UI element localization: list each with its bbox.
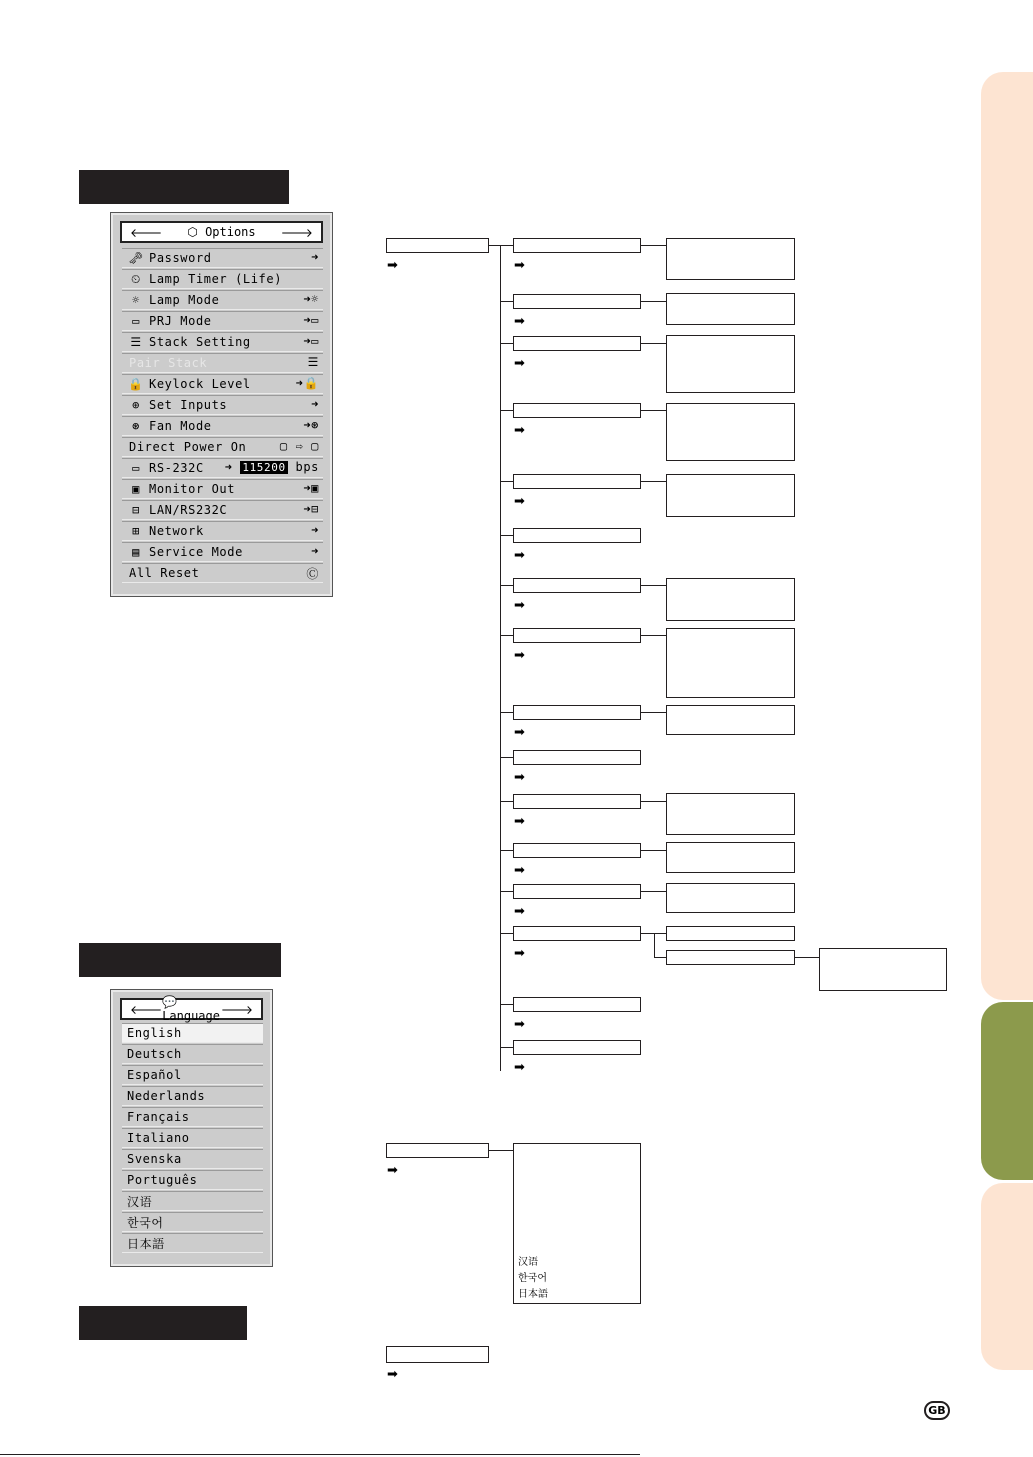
language-item[interactable] — [122, 1044, 263, 1064]
input-icon: ⊕ — [132, 398, 140, 412]
arrow-icon: ➡ — [514, 725, 525, 740]
language-item[interactable] — [122, 1107, 263, 1127]
language-item-label: Nederlands — [127, 1089, 206, 1103]
connector-line — [500, 850, 513, 851]
options-item-indicator: ➜🔒 — [295, 376, 319, 390]
section-bar-reset — [79, 1306, 247, 1340]
options-item-value — [311, 397, 319, 411]
options-item-label: Keylock Level — [149, 377, 251, 391]
options-item-label: Fan Mode — [149, 419, 212, 433]
arrow-icon: ➡ — [514, 946, 525, 961]
connector-line — [500, 801, 513, 802]
tree-item-box — [513, 1040, 641, 1055]
nav-right-icon[interactable]: 🡒 — [220, 1002, 253, 1017]
language-item-label: Italiano — [127, 1131, 190, 1145]
arrow-icon: ➡ — [387, 1367, 398, 1382]
lan-icon: ⊟ — [132, 503, 140, 517]
options-item-pair-stack[interactable] — [122, 353, 323, 373]
side-tab-bottom — [981, 1183, 1033, 1370]
network-icon: ⊞ — [132, 524, 140, 538]
connector-line — [500, 535, 513, 536]
options-item-lamp-mode[interactable] — [122, 290, 323, 310]
connector-line — [641, 585, 666, 586]
arrow-icon: ➡ — [514, 548, 525, 563]
lamp-icon: ☼ — [132, 293, 140, 307]
tree-language-japanese: 日本語 — [518, 1289, 548, 1300]
tree-option-box — [666, 926, 795, 941]
options-item-indicator: ➜▭ — [303, 334, 319, 348]
options-item-fan-mode[interactable] — [122, 416, 323, 436]
language-menu-title-wrap — [162, 995, 221, 1023]
baud-unit: bps — [295, 460, 319, 474]
tree-option-box — [666, 842, 795, 873]
tree-item-box — [513, 843, 641, 858]
options-item-label: RS-232C — [149, 461, 204, 475]
options-item-value — [303, 502, 319, 516]
language-item[interactable] — [122, 1065, 263, 1085]
options-menu-header — [120, 221, 323, 243]
language-item-label: Español — [127, 1068, 182, 1082]
tree-item-box — [513, 528, 641, 543]
options-item-label: PRJ Mode — [149, 314, 212, 328]
connector-line — [641, 801, 666, 802]
tree-option-box — [666, 335, 795, 393]
options-item-value — [303, 334, 319, 348]
connector-line — [500, 301, 513, 302]
monitor-icon: ▣ — [132, 482, 140, 496]
arrow-icon: ➡ — [514, 904, 525, 919]
arrow-icon: ➡ — [514, 423, 525, 438]
options-item-indicator: ➜ — [311, 250, 319, 264]
arrow-icon: ➡ — [514, 356, 525, 371]
language-item-label: Français — [127, 1110, 190, 1124]
language-item[interactable] — [122, 1233, 263, 1253]
arrow-icon: ➡ — [514, 770, 525, 785]
options-item-indicator: ➜▭ — [303, 313, 319, 327]
connector-line — [641, 301, 666, 302]
connector-line — [641, 343, 666, 344]
options-icon: ⬡ — [187, 225, 198, 239]
options-item-indicator: ➜ — [224, 460, 233, 474]
language-item[interactable] — [122, 1212, 263, 1232]
tree-item-box — [513, 336, 641, 351]
side-tab-top — [981, 72, 1033, 1000]
tree-item-box — [513, 705, 641, 720]
options-item-value — [280, 439, 319, 453]
connector-line — [500, 635, 513, 636]
language-menu-header — [120, 995, 263, 1023]
tree-item-box — [513, 884, 641, 899]
language-item[interactable] — [122, 1149, 263, 1169]
options-item-label: Service Mode — [149, 545, 243, 559]
tree-option-box — [666, 883, 795, 913]
tree-reset-box — [386, 1346, 489, 1363]
connector-line — [500, 245, 501, 1071]
section-bar-language — [79, 943, 281, 977]
side-tab-active — [981, 1002, 1033, 1180]
language-item-label: Svenska — [127, 1152, 182, 1166]
options-item-keylock-level[interactable] — [122, 374, 323, 394]
language-menu-title: Language — [162, 1009, 220, 1023]
tree-item-box — [513, 294, 641, 309]
baud-rate-value: 115200 — [242, 461, 286, 474]
language-item[interactable] — [122, 1191, 263, 1211]
tree-item-box — [513, 474, 641, 489]
connector-line — [641, 481, 666, 482]
options-item-label: Set Inputs — [149, 398, 228, 412]
lock-icon: 🔒 — [128, 377, 144, 391]
tree-item-box — [513, 997, 641, 1012]
tree-item-box — [513, 628, 641, 643]
options-item-indicator: ➜☼ — [303, 292, 319, 306]
language-item-label: English — [127, 1026, 182, 1040]
options-item-value — [311, 544, 319, 558]
options-item-value — [303, 313, 319, 327]
options-item-value — [303, 418, 319, 432]
options-item-label: Pair Stack — [129, 356, 208, 370]
language-item[interactable] — [122, 1128, 263, 1148]
tree-item-box — [513, 926, 641, 941]
nav-right-icon[interactable]: 🡒 — [280, 225, 313, 240]
arrow-icon: ➡ — [514, 314, 525, 329]
connector-line — [795, 957, 819, 958]
connector-line — [500, 757, 513, 758]
options-item-set-inputs[interactable] — [122, 395, 323, 415]
options-item-label: Direct Power On — [129, 440, 247, 454]
arrow-icon: ➡ — [514, 863, 525, 878]
options-item-indicator: Ⓒ — [306, 567, 319, 581]
language-menu — [110, 989, 273, 1267]
language-item-label: 한국어 — [127, 1215, 164, 1230]
tree-option-box — [666, 293, 795, 325]
options-item-direct-power-on[interactable] — [122, 437, 323, 457]
speech-bubble-icon: 💬 — [162, 995, 178, 1009]
tree-option-box — [666, 238, 795, 280]
connector-line — [500, 891, 513, 892]
arrow-icon: ➡ — [514, 494, 525, 509]
nav-left-icon[interactable]: 🡐 — [130, 1002, 163, 1017]
connector-line — [500, 1047, 513, 1048]
connector-line — [641, 933, 655, 934]
options-item-label: Lamp Mode — [149, 293, 220, 307]
options-item-value — [303, 481, 319, 495]
options-item-indicator: ➜⊛ — [303, 418, 319, 432]
connector-line — [641, 635, 666, 636]
tree-item-box — [513, 238, 641, 253]
connector-line — [654, 933, 666, 934]
language-item-label: 日本語 — [127, 1236, 165, 1251]
options-item-rs-232c[interactable] — [122, 458, 323, 478]
arrow-icon: ➡ — [514, 598, 525, 613]
connector-line — [641, 245, 666, 246]
options-item-value — [306, 565, 319, 582]
tree-option-box — [666, 793, 795, 835]
connector-line — [489, 1150, 513, 1151]
tree-option-box — [666, 403, 795, 461]
options-item-value — [308, 355, 319, 369]
tree-option-box — [819, 948, 947, 991]
stack-icon: ☰ — [130, 335, 142, 349]
options-menu-title: Options — [205, 225, 256, 239]
options-item-label: Monitor Out — [149, 482, 236, 496]
bottom-rule — [0, 1454, 640, 1455]
connector-line — [641, 891, 666, 892]
connector-line — [500, 585, 513, 586]
options-item-monitor-out[interactable] — [122, 479, 323, 499]
service-icon: ▤ — [132, 545, 140, 559]
tree-language-chinese: 汉语 — [518, 1257, 538, 1268]
options-item-indicator: ➜ — [311, 544, 319, 558]
arrow-icon: ➡ — [514, 814, 525, 829]
connector-line — [641, 850, 666, 851]
options-item-service-mode[interactable] — [122, 542, 323, 562]
language-item-label: Português — [127, 1173, 198, 1187]
serial-icon: ▭ — [132, 461, 140, 475]
tree-item-box — [513, 403, 641, 418]
options-item-network[interactable] — [122, 521, 323, 541]
arrow-icon: ➡ — [514, 1060, 525, 1075]
connector-line — [500, 343, 513, 344]
language-item[interactable] — [122, 1023, 263, 1043]
connector-line — [500, 933, 513, 934]
options-item-lamp-timer-life[interactable] — [122, 269, 323, 289]
options-item-indicator: ➜⊟ — [303, 502, 319, 516]
language-item[interactable] — [122, 1086, 263, 1106]
options-item-label: All Reset — [129, 566, 200, 580]
connector-line — [500, 1004, 513, 1005]
arrow-icon: ➡ — [514, 258, 525, 273]
language-item-label: Deutsch — [127, 1047, 182, 1061]
tree-option-box — [666, 578, 795, 621]
tree-item-box — [513, 794, 641, 809]
tree-language-root-box — [386, 1143, 489, 1158]
tree-language-korean: 한국어 — [518, 1273, 547, 1284]
key-icon: 🗝 — [128, 251, 144, 265]
options-item-label: LAN/RS232C — [149, 503, 228, 517]
options-item-indicator: ▢ ⇨ ▢ — [279, 439, 319, 453]
tree-option-box — [666, 628, 795, 698]
options-item-value — [303, 292, 319, 306]
connector-line — [654, 933, 655, 958]
arrow-icon: ➡ — [387, 258, 398, 273]
section-bar-options — [79, 170, 289, 204]
options-item-label: Network — [149, 524, 204, 538]
options-item-label: Stack Setting — [149, 335, 251, 349]
tree-root-box — [386, 238, 489, 253]
connector-line — [500, 481, 513, 482]
region-badge: GB — [924, 1401, 950, 1420]
connector-line — [500, 245, 513, 246]
options-item-indicator: ➜ — [311, 397, 319, 411]
tree-option-box — [666, 950, 795, 965]
options-item-value — [296, 376, 319, 390]
connector-line — [500, 712, 513, 713]
options-item-value — [225, 460, 319, 474]
options-item-value — [311, 523, 319, 537]
options-item-all-reset[interactable] — [122, 563, 323, 583]
options-item-indicator: ➜▣ — [303, 481, 319, 495]
language-item[interactable] — [122, 1170, 263, 1190]
options-item-label: Lamp Timer (Life) — [149, 272, 283, 286]
language-item-label: 汉语 — [127, 1194, 153, 1209]
projector-icon: ▭ — [132, 314, 140, 328]
tree-item-box — [513, 578, 641, 593]
connector-line — [641, 712, 666, 713]
options-item-label: Password — [149, 251, 212, 265]
arrow-icon: ➡ — [514, 1017, 525, 1032]
options-menu — [110, 212, 333, 597]
options-menu-title-wrap — [187, 225, 255, 239]
options-item-password[interactable] — [122, 248, 323, 268]
options-item-lan-rs232c[interactable] — [122, 500, 323, 520]
arrow-icon: ➡ — [514, 648, 525, 663]
options-item-indicator: ➜ — [311, 523, 319, 537]
tree-option-box — [666, 474, 795, 517]
connector-line — [641, 410, 666, 411]
nav-left-icon[interactable]: 🡐 — [130, 225, 163, 240]
options-item-prj-mode[interactable] — [122, 311, 323, 331]
tree-item-box — [513, 750, 641, 765]
options-item-indicator: ☰ — [307, 355, 319, 369]
connector-line — [500, 410, 513, 411]
options-item-stack-setting[interactable] — [122, 332, 323, 352]
arrow-icon: ➡ — [387, 1163, 398, 1178]
tree-option-box — [666, 705, 795, 735]
connector-line — [654, 957, 666, 958]
fan-icon: ⊛ — [132, 419, 140, 433]
timer-icon: ⏲ — [131, 271, 141, 286]
options-item-value — [311, 250, 319, 264]
